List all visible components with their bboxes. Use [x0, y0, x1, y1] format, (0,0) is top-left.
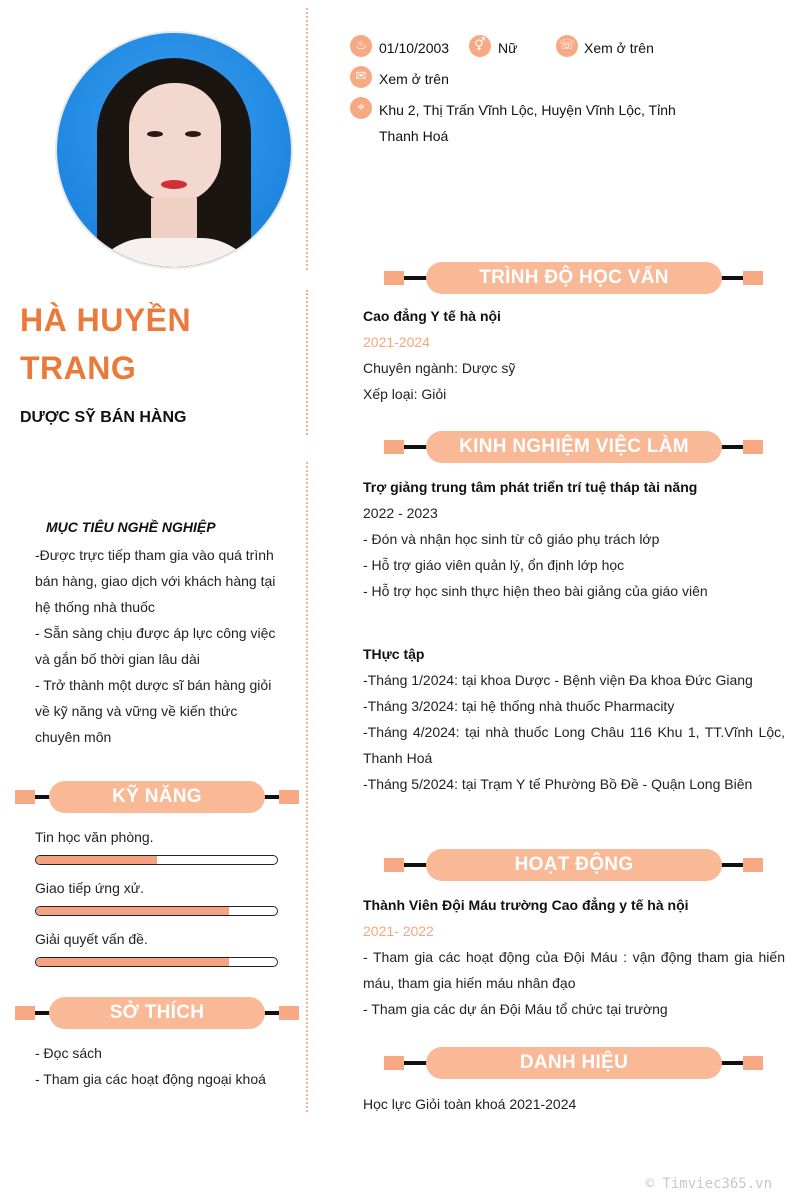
skill-label: Giao tiếp ứng xử. — [35, 880, 145, 896]
skill-progress-fill — [36, 958, 229, 966]
award-text: Học lực Giỏi toàn khoá 2021-2024 — [363, 1096, 577, 1112]
list-item: - Tham gia các hoạt động của Đội Máu : vận động tham gia hiến máu, tham gia hiến máu nhân đạo — [363, 949, 785, 991]
list-item: - Tham gia các hoạt động ngoại khoá — [35, 1071, 266, 1087]
skill-progress-bar — [35, 906, 278, 916]
name-line-2: TRANG — [20, 350, 137, 386]
list-item: -Tháng 3/2024: tại hệ thống nhà thuốc Pharmacity — [363, 698, 675, 714]
list-item: -Được trực tiếp tham gia vào quá trình bán hàng, giao dịch với khách hàng tại hệ thống nhà thuốc — [35, 547, 276, 615]
skill-progress-bar — [35, 855, 278, 865]
skills-section-header — [15, 781, 299, 813]
education-section-header — [384, 262, 763, 294]
birthday-text: 01/10/2003 — [379, 40, 450, 56]
experience-job-block — [363, 474, 785, 604]
name-line-1: HÀ HUYỀN — [20, 302, 192, 338]
awards-section-header — [384, 1047, 763, 1079]
experience-section-header — [384, 431, 763, 463]
activity-period: 2021- 2022 — [363, 923, 434, 939]
education-heading: TRÌNH ĐỘ HỌC VẤN — [426, 262, 722, 294]
education-period: 2021-2024 — [363, 334, 430, 350]
job-period-1: 2022 - 2023 — [363, 505, 438, 521]
activities-section-header — [384, 849, 763, 881]
education-block — [363, 303, 785, 407]
list-item: - Hỗ trợ học sinh thực hiện theo bài giảng của giáo viên — [363, 583, 708, 599]
skill-progress-fill — [36, 907, 229, 915]
internship-block — [363, 641, 785, 797]
awards-heading: DANH HIỆU — [426, 1047, 722, 1079]
address-line-2: Thanh Hoá — [379, 128, 449, 144]
column-divider-middle — [306, 290, 308, 435]
column-divider-bottom — [306, 462, 308, 1112]
location-icon: ⌖ — [350, 97, 372, 119]
list-item: -Tháng 4/2024: tại nhà thuốc Long Châu 116 Khu 1, TT.Vĩnh Lộc, Thanh Hoá — [363, 724, 785, 766]
birthday-cake-icon: ♨ — [350, 35, 372, 57]
list-item: -Tháng 5/2024: tại Trạm Y tế Phường Bồ Đề - Quận Long Biên — [363, 776, 753, 792]
hobby-list — [35, 1040, 266, 1092]
job-title-1: Trợ giảng trung tâm phát triển trí tuệ tháp tài năng — [363, 479, 698, 495]
skill-label: Tin học văn phòng. — [35, 829, 154, 845]
education-major: Chuyên ngành: Dược sỹ — [363, 360, 516, 376]
list-item: - Đón và nhận học sinh từ cô giáo phụ trách lớp — [363, 531, 660, 547]
gender-text: Nữ — [498, 40, 518, 56]
avatar — [57, 33, 291, 267]
phone-text: Xem ở trên — [584, 40, 654, 56]
phone-icon: ☏ — [556, 35, 578, 57]
address-line-1: Khu 2, Thị Trấn Vĩnh Lộc, Huyện Vĩnh Lộc, Tỉnh — [379, 102, 676, 118]
objective-list — [35, 542, 285, 750]
activity-title: Thành Viên Đội Máu trường Cao đẳng y tế hà nội — [363, 897, 689, 913]
skills-heading: KỸ NĂNG — [49, 781, 265, 813]
column-divider-top — [306, 8, 308, 270]
skill-progress-fill — [36, 856, 157, 864]
skill-label: Giải quyết vấn đề. — [35, 931, 148, 947]
list-item: - Hỗ trợ giáo viên quản lý, ổn định lớp học — [363, 557, 625, 573]
email-text: Xem ở trên — [379, 71, 449, 87]
watermark: © Timviec365.vn — [645, 1176, 772, 1192]
school-name: Cao đẳng Y tế hà nội — [363, 308, 501, 324]
activities-block — [363, 892, 785, 1022]
list-item: - Đọc sách — [35, 1045, 102, 1061]
list-item: -Tháng 1/2024: tại khoa Dược - Bệnh viện Đa khoa Đức Giang — [363, 672, 753, 688]
list-item: - Tham gia các dự án Đội Máu tổ chức tại trường — [363, 1001, 668, 1017]
list-item: - Trở thành một dược sĩ bán hàng giỏi về kỹ năng và vững về kiến thức chuyên môn — [35, 677, 272, 745]
hobbies-section-header — [15, 997, 299, 1029]
objective-heading: MỤC TIÊU NGHỀ NGHIỆP — [46, 519, 216, 535]
email-icon: ✉ — [350, 66, 372, 88]
activities-heading: HOẠT ĐỘNG — [426, 849, 722, 881]
job-title: DƯỢC SỸ BÁN HÀNG — [20, 409, 187, 426]
experience-heading: KINH NGHIỆM VIỆC LÀM — [426, 431, 722, 463]
list-item: - Sẵn sàng chịu được áp lực công việc và gắn bố thời gian lâu dài — [35, 625, 276, 667]
gender-icon: ⚥ — [469, 35, 491, 57]
education-rank: Xếp loại: Giỏi — [363, 386, 447, 402]
candidate-name — [20, 296, 290, 392]
internship-title: THực tập — [363, 646, 425, 662]
hobbies-heading: SỞ THÍCH — [49, 997, 265, 1029]
awards-block — [363, 1091, 785, 1117]
skill-progress-bar — [35, 957, 278, 967]
